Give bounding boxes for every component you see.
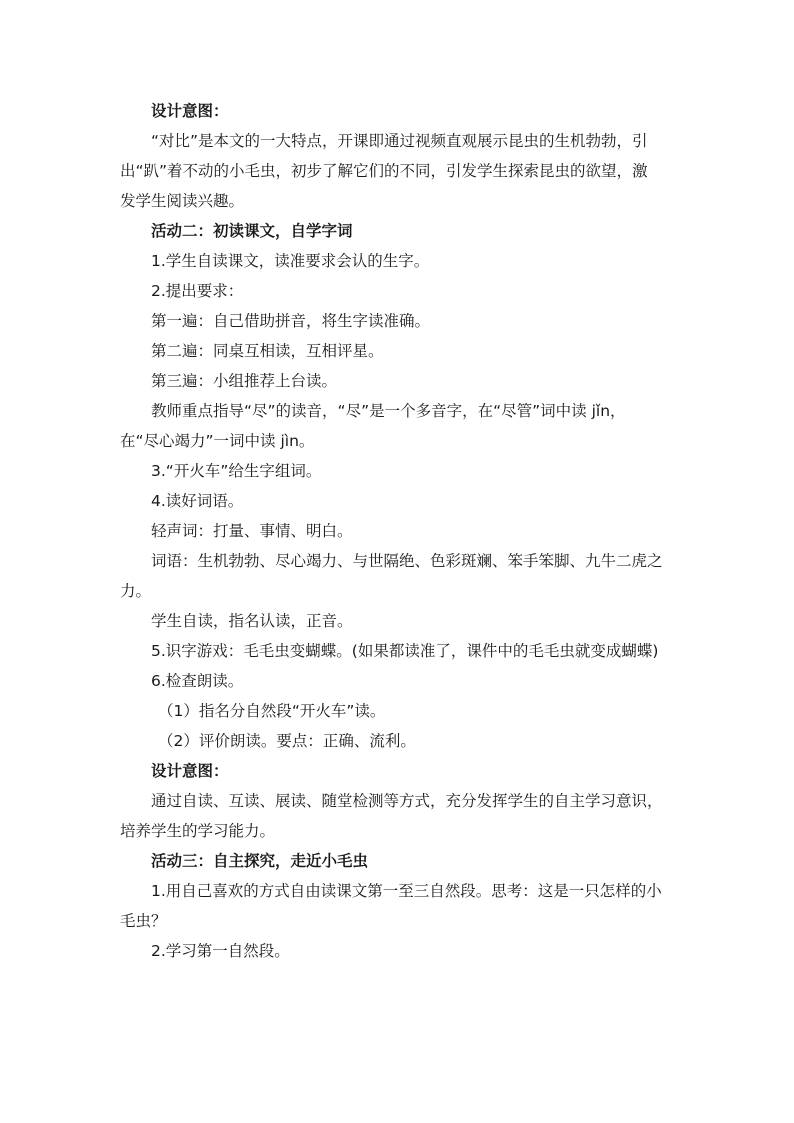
activity-2-pass-2: 第二遍：同桌互相读，互相评星。 bbox=[151, 342, 384, 360]
design-intent-2-line-2: 培养学生的学习能力。 bbox=[120, 822, 276, 840]
design-intent-text-line-2: 出“趴”着不动的小毛虫，初步了解它们的不同，引发学生探索昆虫的欲望，激 bbox=[120, 162, 648, 180]
activity-3-item-2: 2.学习第一自然段。 bbox=[151, 942, 290, 960]
activity-3-heading: 活动三：自主探究，走近小毛虫 bbox=[151, 852, 369, 870]
activity-2-pass-1: 第一遍：自己借助拼音，将生字读准确。 bbox=[151, 312, 431, 330]
design-intent-heading: 设计意图： bbox=[151, 102, 229, 120]
activity-2-sub-2: （2）评价朗读。要点：正确、流利。 bbox=[158, 732, 416, 750]
activity-2-item-1: 1.学生自读课文，读准要求会认的生字。 bbox=[151, 252, 430, 270]
activity-2-item-4: 4.读好词语。 bbox=[151, 492, 244, 510]
activity-2-heading: 活动二：初读课文，自学字词 bbox=[151, 222, 353, 240]
activity-3-item-1-line-1: 1.用自己喜欢的方式自由读课文第一至三自然段。思考：这是一只怎样的小 bbox=[151, 882, 662, 900]
activity-2-sub-1: （1）指名分自然段“开火车”读。 bbox=[158, 702, 386, 720]
document-page bbox=[120, 96, 684, 966]
activity-2-words-line-2: 力。 bbox=[120, 582, 152, 600]
activity-3-item-1-line-2: 毛虫？ bbox=[120, 912, 167, 930]
activity-2-light-tone: 轻声词：打量、事情、明白。 bbox=[151, 522, 353, 540]
design-intent-2-line-1: 通过自读、互读、展读、随堂检测等方式，充分发挥学生的自主学习意识， bbox=[151, 792, 663, 810]
activity-2-self-read: 学生自读，指名认读，正音。 bbox=[151, 612, 353, 630]
activity-2-item-3: 3.“开火车”给生字组词。 bbox=[151, 462, 322, 480]
activity-2-pass-3: 第三遍：小组推荐上台读。 bbox=[151, 372, 338, 390]
activity-2-note-line-2: 在“尽心竭力”一词中读 jìn。 bbox=[120, 432, 315, 450]
activity-2-note-line-1: 教师重点指导“尽”的读音，“尽”是一个多音字，在“尽管”词中读 jǐn， bbox=[151, 402, 626, 420]
design-intent-text-line-3: 发学生阅读兴趣。 bbox=[120, 192, 245, 210]
activity-2-item-5: 5.识字游戏：毛毛虫变蝴蝶。(如果都读准了，课件中的毛毛虫就变成蝴蝶) bbox=[151, 642, 659, 660]
activity-2-item-6: 6.检查朗读。 bbox=[151, 672, 244, 690]
design-intent-text-line-1: “对比”是本文的一大特点，开课即通过视频直观展示昆虫的生机勃勃，引 bbox=[151, 132, 648, 150]
activity-2-item-2: 2.提出要求： bbox=[151, 282, 244, 300]
activity-2-words-line-1: 词语：生机勃勃、尽心竭力、与世隔绝、色彩斑斓、笨手笨脚、九牛二虎之 bbox=[151, 552, 663, 570]
design-intent-2-heading: 设计意图： bbox=[151, 762, 229, 780]
